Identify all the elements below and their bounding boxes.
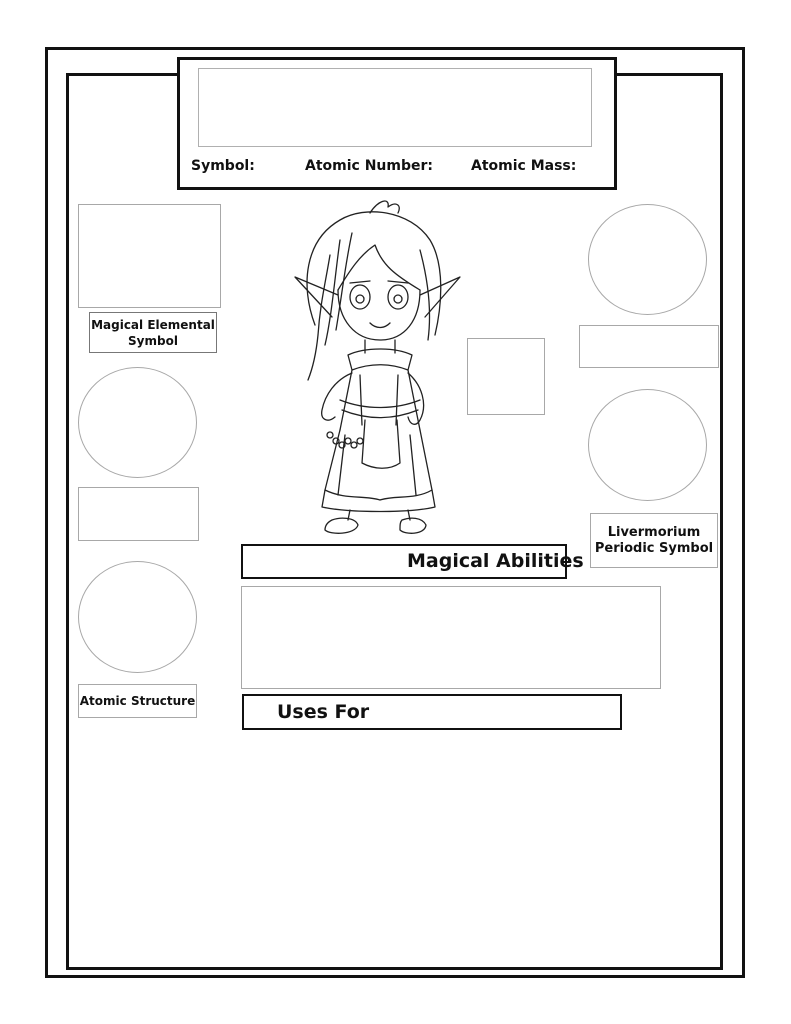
- uses-for-label: Uses For: [277, 701, 370, 723]
- center-small-box[interactable]: [467, 338, 545, 415]
- atomic-mass-label: Atomic Mass:: [471, 158, 577, 174]
- right-rect-top[interactable]: [579, 325, 719, 368]
- magical-elemental-symbol-label: Magical Elemental Symbol: [89, 312, 217, 353]
- element-name-field[interactable]: [198, 68, 592, 147]
- atomic-number-label: Atomic Number:: [305, 158, 433, 174]
- magical-symbol-box[interactable]: [78, 204, 221, 308]
- left-rect-middle[interactable]: [78, 487, 199, 541]
- right-circle-bottom[interactable]: [588, 389, 707, 501]
- magical-abilities-label: Magical Abilities: [407, 550, 584, 572]
- magical-abilities-area[interactable]: [241, 586, 661, 689]
- livermorium-periodic-symbol-label: Livermorium Periodic Symbol: [590, 513, 718, 568]
- left-circle-top[interactable]: [78, 367, 197, 478]
- elf-character-illustration: [270, 195, 470, 540]
- atomic-structure-circle[interactable]: [78, 561, 197, 673]
- right-circle-top[interactable]: [588, 204, 707, 315]
- symbol-label: Symbol:: [191, 158, 255, 174]
- atomic-structure-label: Atomic Structure: [78, 684, 197, 718]
